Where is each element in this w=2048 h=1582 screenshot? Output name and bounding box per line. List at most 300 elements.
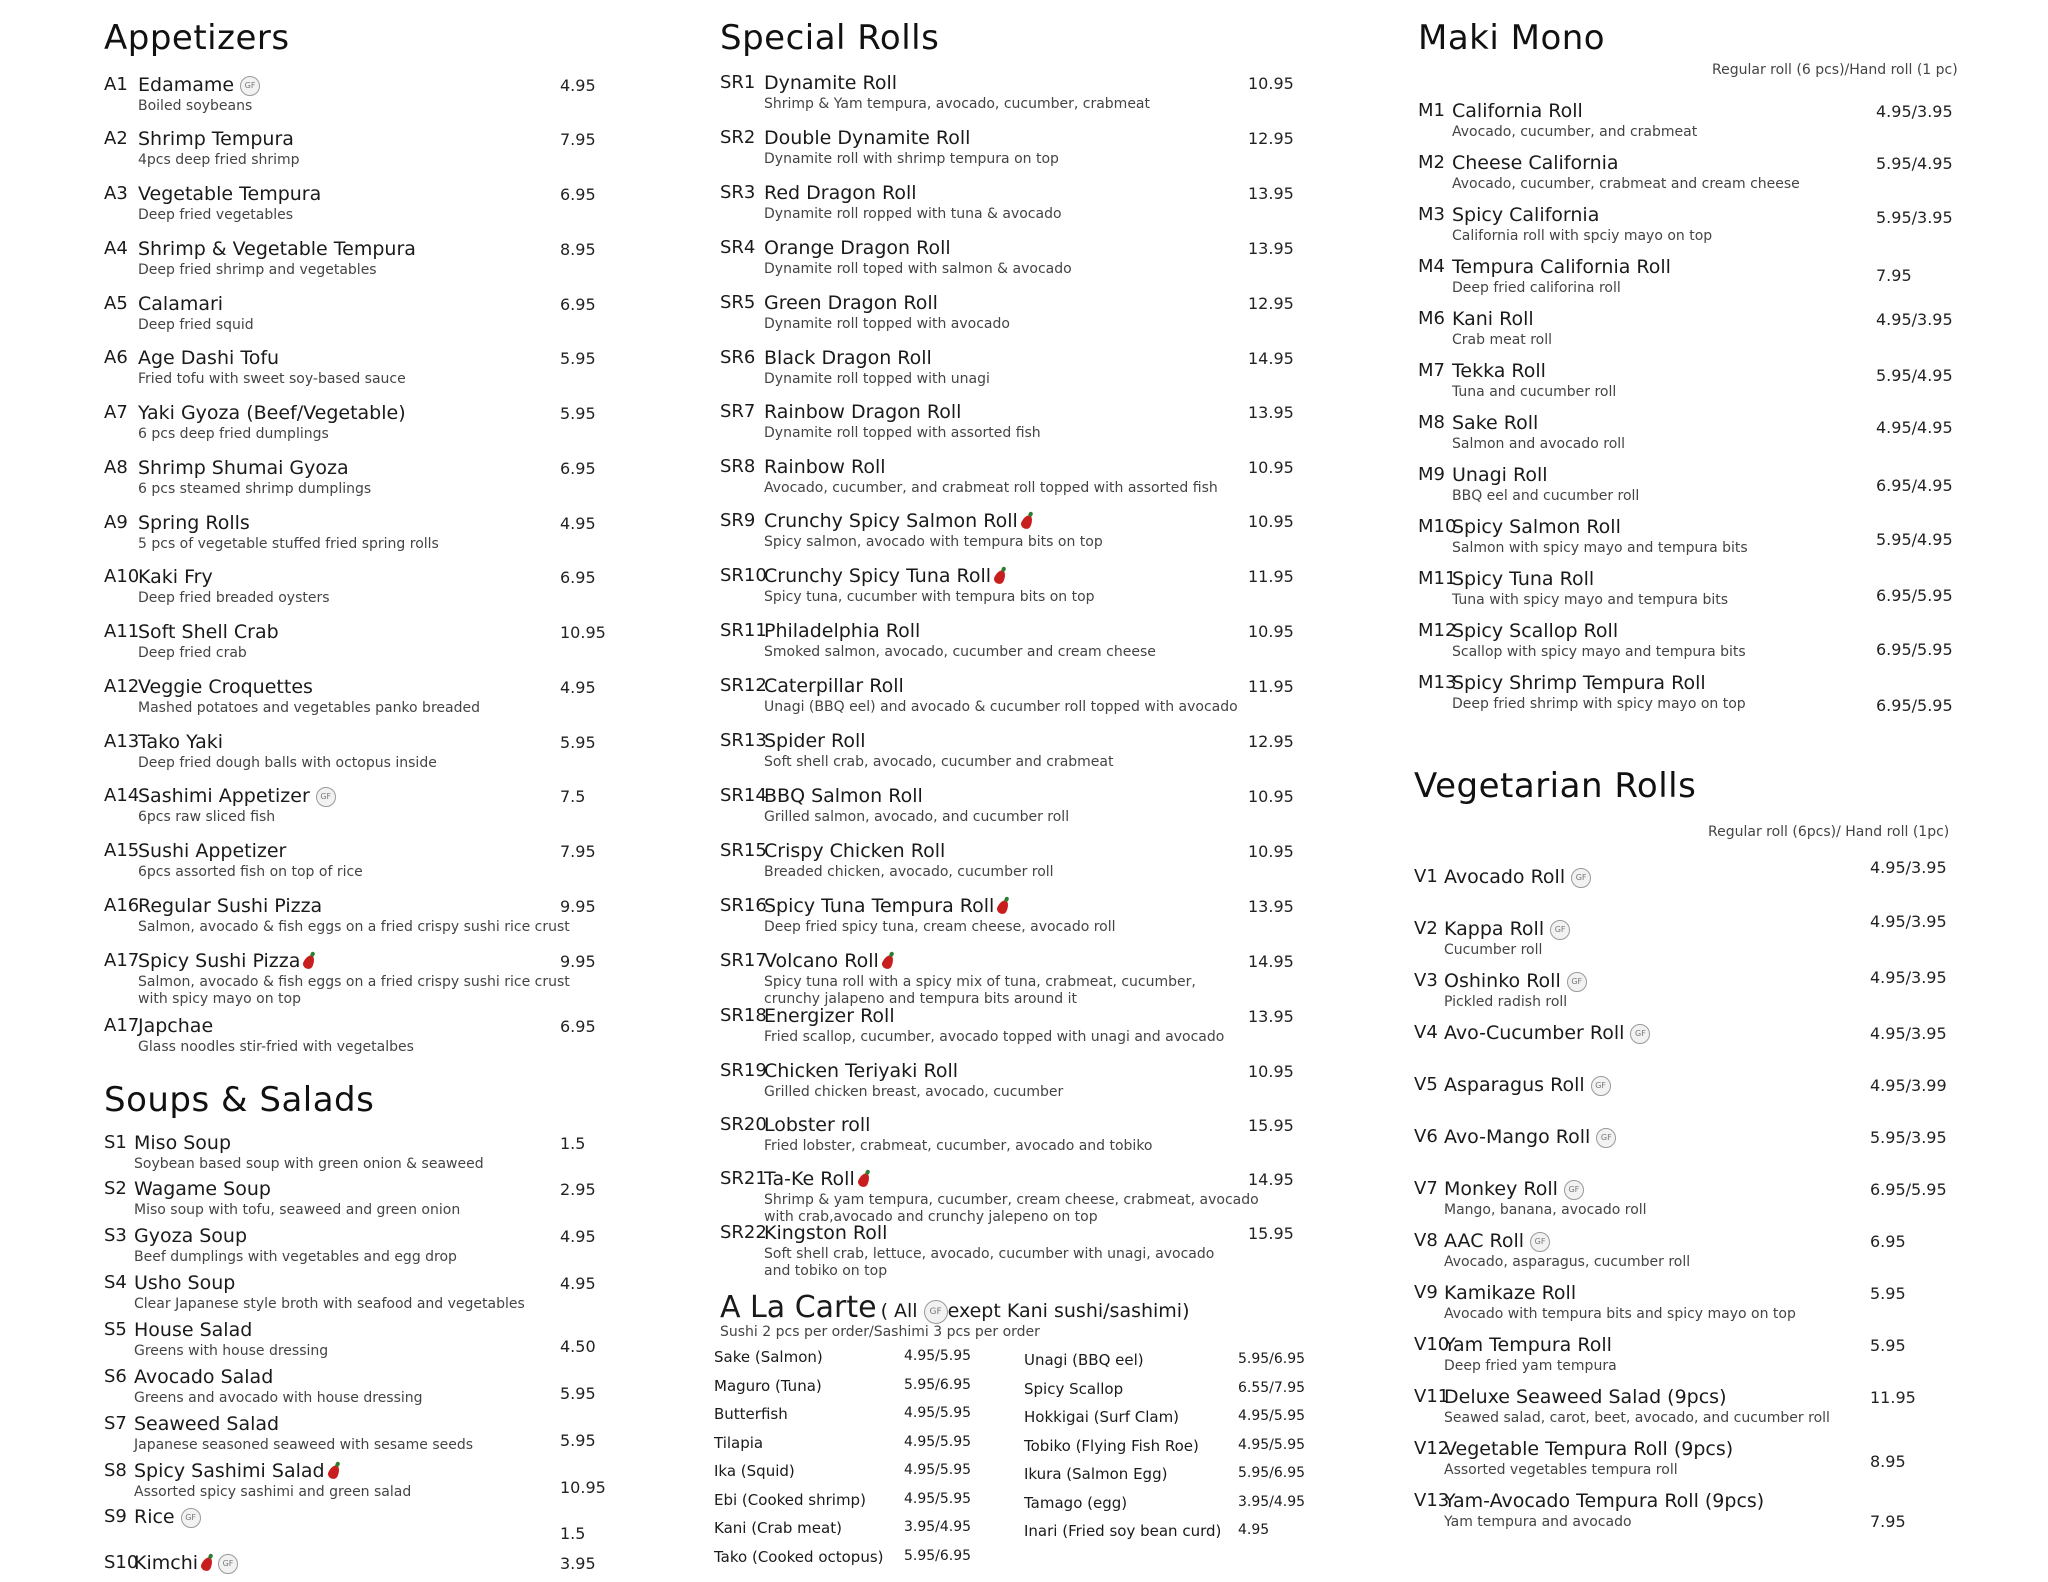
item-name-text: Double Dynamite Roll [764, 127, 971, 149]
item-code: S3 [104, 1225, 127, 1246]
item-code: M3 [1418, 204, 1445, 225]
item-name [764, 401, 961, 423]
item-code: V7 [1414, 1178, 1438, 1199]
item-price: 5.95 [560, 1431, 596, 1450]
item-description [1444, 994, 1567, 1011]
alacarte-item [1024, 1436, 1306, 1455]
item-description [764, 480, 1218, 497]
alacarte-item-price: 4.95/5.95 [904, 1462, 972, 1478]
item-code: SR14 [720, 785, 767, 806]
item-code: S5 [104, 1319, 127, 1340]
item-description-line: Greens and avocado with house dressing [134, 1390, 423, 1406]
item-code: M12 [1418, 620, 1457, 641]
item-name [764, 1005, 895, 1027]
item-description-line: Deep fried shrimp with spicy mayo on top [1452, 696, 1746, 712]
alacarte-subtitle-pre: ( All [880, 1300, 918, 1322]
item-description-line: and tobiko on top [764, 1263, 888, 1279]
spicy-chili-icon [326, 1463, 341, 1480]
item-name-text: Kappa Roll [1444, 918, 1545, 940]
item-description [1452, 644, 1746, 661]
item-name-text: Regular Sushi Pizza [138, 895, 323, 917]
item-price: 6.95 [560, 295, 596, 314]
alacarte-title [720, 1290, 1190, 1325]
item-price: 4.95 [560, 76, 596, 95]
item-name [134, 1225, 247, 1247]
spicy-chili-icon [200, 1555, 215, 1572]
item-price: 4.95/4.95 [1876, 418, 1953, 437]
item-code: M6 [1418, 308, 1445, 329]
alacarte-item-price: 5.95/6.95 [1238, 1351, 1306, 1367]
item-description [1452, 280, 1621, 297]
item-description [134, 1390, 423, 1407]
gluten-free-icon: GF [316, 787, 336, 807]
item-code: SR16 [720, 895, 767, 916]
item-name-text: Unagi Roll [1452, 464, 1548, 486]
item-code: M4 [1418, 256, 1445, 277]
item-code: A6 [104, 347, 128, 368]
item-price: 12.95 [1248, 294, 1294, 313]
item-name-text: BBQ Salmon Roll [764, 785, 923, 807]
spicy-chili-icon [996, 898, 1011, 915]
item-description-line: Mashed potatoes and vegetables panko breaded [138, 700, 480, 716]
item-name-text: Miso Soup [134, 1132, 232, 1154]
item-price: 10.95 [1248, 74, 1294, 93]
spicy-chili-icon [856, 1171, 871, 1188]
alacarte-subtitle [881, 1300, 1190, 1322]
item-price: 10.95 [560, 1478, 606, 1497]
item-description [138, 645, 247, 662]
item-price: 10.95 [560, 623, 606, 642]
item-price: 4.95 [560, 678, 596, 697]
item-name-text: Crispy Chicken Roll [764, 840, 946, 862]
item-code: A11 [104, 621, 140, 642]
item-code: V5 [1414, 1074, 1438, 1095]
item-description-line: Deep fried crab [138, 645, 247, 661]
gluten-free-icon: GF [240, 76, 260, 96]
item-description [138, 317, 254, 334]
item-description-line: Dynamite roll topped with unagi [764, 371, 990, 387]
item-code: A3 [104, 183, 128, 204]
gluten-free-icon: GF [1630, 1024, 1650, 1044]
item-price: 4.95/3.99 [1870, 1076, 1947, 1095]
item-code: V9 [1414, 1282, 1438, 1303]
item-description [1452, 436, 1625, 453]
item-name-text: Kamikaze Roll [1444, 1282, 1577, 1304]
item-name-text: Kimchi [134, 1552, 199, 1574]
item-description-line: Deep fried califorina roll [1452, 280, 1621, 296]
alacarte-item [714, 1348, 972, 1366]
item-price: 11.95 [1248, 677, 1294, 696]
item-price: 4.95/3.95 [1870, 858, 1947, 877]
item-code: SR10 [720, 565, 767, 586]
item-description-line: Miso soup with tofu, seaweed and green onion [134, 1202, 461, 1218]
item-name-text: Kingston Roll [764, 1222, 888, 1244]
item-description [764, 699, 1238, 716]
item-description-line: Fried lobster, crabmeat, cucumber, avocado and tobiko [764, 1138, 1153, 1154]
item-name [1452, 568, 1594, 590]
item-price: 5.95 [560, 733, 596, 752]
alacarte-item-name: Ika (Squid) [714, 1462, 795, 1480]
soups-section-title: Soups & Salads [104, 1080, 375, 1120]
item-description [134, 1296, 525, 1313]
item-price: 13.95 [1248, 184, 1294, 203]
item-name-text: California Roll [1452, 100, 1583, 122]
item-price: 9.95 [560, 952, 596, 971]
item-description [764, 864, 1054, 881]
alacarte-item-name: Tilapia [714, 1433, 764, 1452]
item-code: V3 [1414, 970, 1438, 991]
item-name-text: Black Dragon Roll [764, 347, 932, 369]
item-description-line: Avocado, cucumber, crabmeat and cream cheese [1452, 176, 1800, 192]
item-price: 6.95/5.95 [1876, 640, 1953, 659]
item-description-line: 5 pcs of vegetable stuffed fried spring rolls [138, 536, 439, 552]
item-description-line: Deep fried yam tempura [1444, 1358, 1617, 1374]
item-name [764, 1060, 958, 1082]
item-price: 13.95 [1248, 1007, 1294, 1026]
item-name [134, 1132, 231, 1154]
item-name-text: Rainbow Dragon Roll [764, 401, 962, 423]
item-code: SR4 [720, 237, 756, 258]
alacarte-item-name: Spicy Scallop [1024, 1379, 1124, 1398]
item-code: S8 [104, 1460, 127, 1481]
item-name [764, 1114, 870, 1136]
item-code: A4 [104, 238, 128, 259]
gluten-free-icon: GF [181, 1508, 201, 1528]
item-description [764, 644, 1156, 661]
item-code: A9 [104, 512, 128, 533]
item-code: SR8 [720, 456, 756, 477]
item-name-text: Spicy California [1452, 204, 1600, 226]
item-code: SR17 [720, 950, 767, 971]
item-name-text: Sashimi Appetizer [138, 785, 310, 807]
item-description-line: Avocado, cucumber, and crabmeat roll topped with assorted fish [764, 480, 1218, 496]
item-name [138, 895, 322, 917]
item-name-text: Veggie Croquettes [138, 676, 313, 698]
item-name [1444, 1490, 1764, 1512]
item-description [764, 534, 1103, 551]
item-name-text: Spicy Tuna Tempura Roll [764, 895, 995, 917]
item-name [134, 1272, 235, 1294]
item-code: SR22 [720, 1222, 767, 1243]
veg-size-note: Regular roll (6pcs)/ Hand roll (1pc) [1708, 824, 1950, 840]
item-description-line: Salmon, avocado & fish eggs on a fried crispy sushi rice crust [138, 974, 570, 990]
item-description-line: with spicy mayo on top [138, 991, 302, 1007]
item-name [1444, 1074, 1611, 1096]
item-price: 5.95/4.95 [1876, 154, 1953, 173]
item-name [764, 565, 1005, 587]
item-description [764, 1192, 1259, 1226]
item-code: M13 [1418, 672, 1457, 693]
item-name [1452, 412, 1538, 434]
item-description [1452, 696, 1746, 713]
item-description [764, 1246, 1214, 1280]
item-price: 6.95 [1870, 1232, 1906, 1251]
item-description [1444, 1358, 1617, 1375]
alacarte-item [1024, 1408, 1306, 1426]
item-name-text: Avocado Roll [1444, 866, 1566, 888]
item-description [764, 589, 1095, 606]
alacarte-item-price: 6.55/7.95 [1238, 1379, 1306, 1396]
item-description-line: Spicy salmon, avocado with tempura bits on top [764, 534, 1103, 550]
item-name-text: Sake Roll [1452, 412, 1539, 434]
item-price: 6.95/5.95 [1870, 1180, 1947, 1199]
item-code: S4 [104, 1272, 127, 1293]
gluten-free-icon: GF [1571, 868, 1591, 888]
item-name-text: Spicy Scallop Roll [1452, 620, 1619, 642]
item-description-line: Clear Japanese style broth with seafood and vegetables [134, 1296, 525, 1312]
alacarte-item-name: Maguro (Tuna) [714, 1376, 822, 1395]
item-description-line: Pickled radish roll [1444, 994, 1568, 1010]
item-name [764, 456, 886, 478]
gluten-free-icon: GF [924, 1300, 948, 1324]
item-name [138, 840, 286, 862]
item-description [764, 809, 1069, 826]
item-description-line: Deep fried spicy tuna, cream cheese, avocado roll [764, 919, 1116, 935]
item-code: M8 [1418, 412, 1445, 433]
item-price: 15.95 [1248, 1224, 1294, 1243]
item-description-line: Smoked salmon, avocado, cucumber and cream cheese [764, 644, 1156, 660]
item-price: 14.95 [1248, 952, 1294, 971]
item-price: 5.95/4.95 [1876, 366, 1953, 385]
item-description-line: Deep fried vegetables [138, 207, 294, 223]
alacarte-item [714, 1519, 972, 1537]
item-code: A13 [104, 731, 140, 752]
item-code: A10 [104, 566, 140, 587]
item-code: SR9 [720, 510, 756, 531]
item-description [1452, 176, 1800, 193]
alacarte-item-price: 4.95 [1238, 1522, 1270, 1538]
item-description-line: Soft shell crab, avocado, cucumber and crabmeat [764, 754, 1114, 770]
item-name [138, 457, 349, 479]
item-name [764, 347, 932, 369]
item-name-text: Deluxe Seaweed Salad (9pcs) [1444, 1386, 1727, 1408]
gluten-free-icon: GF [1550, 920, 1570, 940]
item-name-text: Calamari [138, 293, 224, 315]
item-code: SR2 [720, 127, 756, 148]
item-description-line: with crab,avocado and crunchy jalepeno on top [764, 1209, 1098, 1225]
item-description-line: 6 pcs deep fried dumplings [138, 426, 329, 442]
item-name-text: Rice [134, 1506, 175, 1528]
item-name-text: Caterpillar Roll [764, 675, 904, 697]
item-code: SR13 [720, 730, 767, 751]
item-price: 7.95 [560, 842, 596, 861]
item-name-text: Spicy Tuna Roll [1452, 568, 1595, 590]
item-price: 5.95/3.95 [1876, 208, 1953, 227]
item-description-line: Soybean based soup with green onion & seaweed [134, 1156, 484, 1172]
item-name-text: Yam-Avocado Tempura Roll (9pcs) [1444, 1490, 1765, 1512]
item-name-text: Vegetable Tempura Roll (9pcs) [1444, 1438, 1734, 1460]
item-price: 4.95 [560, 1274, 596, 1293]
item-description-line: Avocado, asparagus, cucumber roll [1444, 1254, 1691, 1270]
item-price: 4.95/3.95 [1870, 912, 1947, 931]
item-description [138, 426, 329, 443]
item-description-line: Deep fried squid [138, 317, 254, 333]
item-description [1444, 942, 1542, 959]
item-name [1444, 1386, 1727, 1408]
item-price: 5.95 [560, 404, 596, 423]
gluten-free-icon: GF [1567, 972, 1587, 992]
item-description [134, 1343, 328, 1360]
alacarte-item [1024, 1379, 1306, 1398]
alacarte-item-name: Tako (Cooked octopus) [714, 1547, 884, 1566]
item-code: A1 [104, 74, 128, 95]
item-code: V1 [1414, 866, 1438, 887]
item-price: 4.95/3.95 [1870, 1024, 1947, 1043]
item-price: 10.95 [1248, 787, 1294, 806]
item-name [138, 950, 314, 972]
item-description-line: Fried scallop, cucumber, avocado topped with unagi and avocado [764, 1029, 1225, 1045]
item-code: M2 [1418, 152, 1445, 173]
item-name-text: Japchae [138, 1015, 214, 1037]
item-name [1452, 516, 1621, 538]
alacarte-item-price: 4.95/5.95 [1238, 1436, 1306, 1453]
alacarte-item-price: 5.95/6.95 [904, 1376, 972, 1393]
item-description-line: Unagi (BBQ eel) and avocado & cucumber roll topped with avocado [764, 699, 1238, 715]
item-name-text: Dynamite Roll [764, 72, 898, 94]
item-description-line: Soft shell crab, lettuce, avocado, cucumber with unagi, avocado [764, 1246, 1215, 1262]
item-description-line: Deep fried shrimp and vegetables [138, 262, 377, 278]
alacarte-item [1024, 1493, 1306, 1512]
item-description-line: 6pcs raw sliced fish [138, 809, 276, 825]
item-description [1452, 228, 1712, 245]
item-description [138, 864, 363, 881]
item-name [1452, 620, 1618, 642]
item-name-text: Spring Rolls [138, 512, 250, 534]
item-name [138, 293, 223, 315]
item-code: V2 [1414, 918, 1438, 939]
item-price: 6.95 [560, 459, 596, 478]
item-code: M7 [1418, 360, 1445, 381]
item-name-text: Energizer Roll [764, 1005, 895, 1027]
item-description [764, 316, 1010, 333]
item-name [138, 128, 294, 150]
item-name-text: Tempura California Roll [1452, 256, 1671, 278]
item-description-line: Japanese seasoned seaweed with sesame seeds [134, 1437, 474, 1453]
item-name-text: Avo-Cucumber Roll [1444, 1022, 1625, 1044]
item-name [1444, 1438, 1733, 1460]
gluten-free-icon: GF [1591, 1076, 1611, 1096]
item-name [1452, 464, 1548, 486]
alacarte-item-price: 3.95/4.95 [904, 1519, 972, 1535]
item-name-text: Spicy Sashimi Salad [134, 1460, 325, 1482]
item-name-text: Seaweed Salad [134, 1413, 280, 1435]
item-name [138, 74, 260, 96]
item-description-line: Mango, banana, avocado roll [1444, 1202, 1647, 1218]
item-code: SR6 [720, 347, 756, 368]
item-description [138, 262, 377, 279]
item-code: SR3 [720, 182, 756, 203]
alacarte-item [714, 1547, 972, 1566]
item-name [134, 1460, 339, 1482]
item-description [764, 425, 1041, 442]
item-price: 4.95/3.95 [1876, 102, 1953, 121]
gluten-free-icon: GF [1564, 1180, 1584, 1200]
item-name-text: Spicy Shrimp Tempura Roll [1452, 672, 1706, 694]
item-code: A17 [104, 1015, 140, 1036]
item-code: M1 [1418, 100, 1445, 121]
item-name [1452, 672, 1706, 694]
item-code: M11 [1418, 568, 1457, 589]
item-name [1444, 1334, 1612, 1356]
item-description-line: Dynamite roll ropped with tuna & avocado [764, 206, 1062, 222]
item-code: S9 [104, 1506, 127, 1527]
item-name-text: Monkey Roll [1444, 1178, 1558, 1200]
item-code: M10 [1418, 516, 1457, 537]
item-price: 10.95 [1248, 842, 1294, 861]
item-code: A16 [104, 895, 140, 916]
item-name [138, 731, 223, 753]
item-description-line: Shrimp & yam tempura, cucumber, cream cheese, crabmeat, avocado [764, 1192, 1259, 1208]
item-name-text: Orange Dragon Roll [764, 237, 951, 259]
item-name-text: Tako Yaki [138, 731, 224, 753]
spicy-chili-icon [302, 953, 317, 970]
special-section-title: Special Rolls [720, 18, 940, 58]
item-price: 11.95 [1248, 567, 1294, 586]
item-description-line: Tuna and cucumber roll [1452, 384, 1617, 400]
alacarte-item [714, 1490, 972, 1509]
item-price: 6.95/4.95 [1876, 476, 1953, 495]
item-price: 10.95 [1248, 1062, 1294, 1081]
item-name-text: Soft Shell Crab [138, 621, 279, 643]
item-price: 13.95 [1248, 239, 1294, 258]
item-description [134, 1249, 457, 1266]
item-name [764, 510, 1032, 532]
item-code: A7 [104, 402, 128, 423]
item-description-line: Scallop with spicy mayo and tempura bits [1452, 644, 1746, 660]
item-price: 12.95 [1248, 732, 1294, 751]
item-code: V13 [1414, 1490, 1450, 1511]
item-code: V4 [1414, 1022, 1438, 1043]
item-name-text: Crunchy Spicy Salmon Roll [764, 510, 1018, 532]
appetizers-section-title: Appetizers [104, 18, 290, 58]
item-code: V6 [1414, 1126, 1438, 1147]
gluten-free-icon: GF [1596, 1128, 1616, 1148]
item-description-line: Dynamite roll topped with avocado [764, 316, 1010, 332]
item-price: 10.95 [1248, 512, 1294, 531]
item-description [764, 1138, 1153, 1155]
item-code: S10 [104, 1552, 139, 1573]
item-description [138, 536, 439, 553]
item-description-line: Salmon, avocado & fish eggs on a fried crispy sushi rice crust [138, 919, 570, 935]
item-description-line: Fried tofu with sweet soy-based sauce [138, 371, 406, 387]
item-name-text: Philadelphia Roll [764, 620, 921, 642]
item-price: 5.95/3.95 [1870, 1128, 1947, 1147]
item-name [1444, 1230, 1550, 1252]
item-name [138, 566, 213, 588]
item-name-text: Shrimp & Vegetable Tempura [138, 238, 416, 260]
item-code: SR7 [720, 401, 756, 422]
alacarte-item [714, 1376, 972, 1395]
item-name [1444, 970, 1587, 992]
item-price: 2.95 [560, 1180, 596, 1199]
item-name [134, 1319, 252, 1341]
item-price: 6.95 [560, 185, 596, 204]
item-description [138, 755, 437, 772]
item-description-line: Dynamite roll toped with salmon & avocado [764, 261, 1072, 277]
item-name [134, 1552, 238, 1574]
alacarte-item [1024, 1522, 1270, 1540]
item-code: V11 [1414, 1386, 1450, 1407]
item-name-text: Yaki Gyoza (Beef/Vegetable) [138, 402, 406, 424]
alacarte-item-price: 5.95/6.95 [904, 1547, 972, 1564]
item-description-line: Deep fried dough balls with octopus inside [138, 755, 437, 771]
item-description-line: Avocado with tempura bits and spicy mayo on top [1444, 1306, 1796, 1322]
item-description-line: crunchy jalapeno and tempura bits around it [764, 991, 1077, 1007]
item-description [764, 974, 1196, 1008]
item-name [1452, 308, 1534, 330]
item-description [1444, 1202, 1647, 1219]
item-name-text: Green Dragon Roll [764, 292, 938, 314]
